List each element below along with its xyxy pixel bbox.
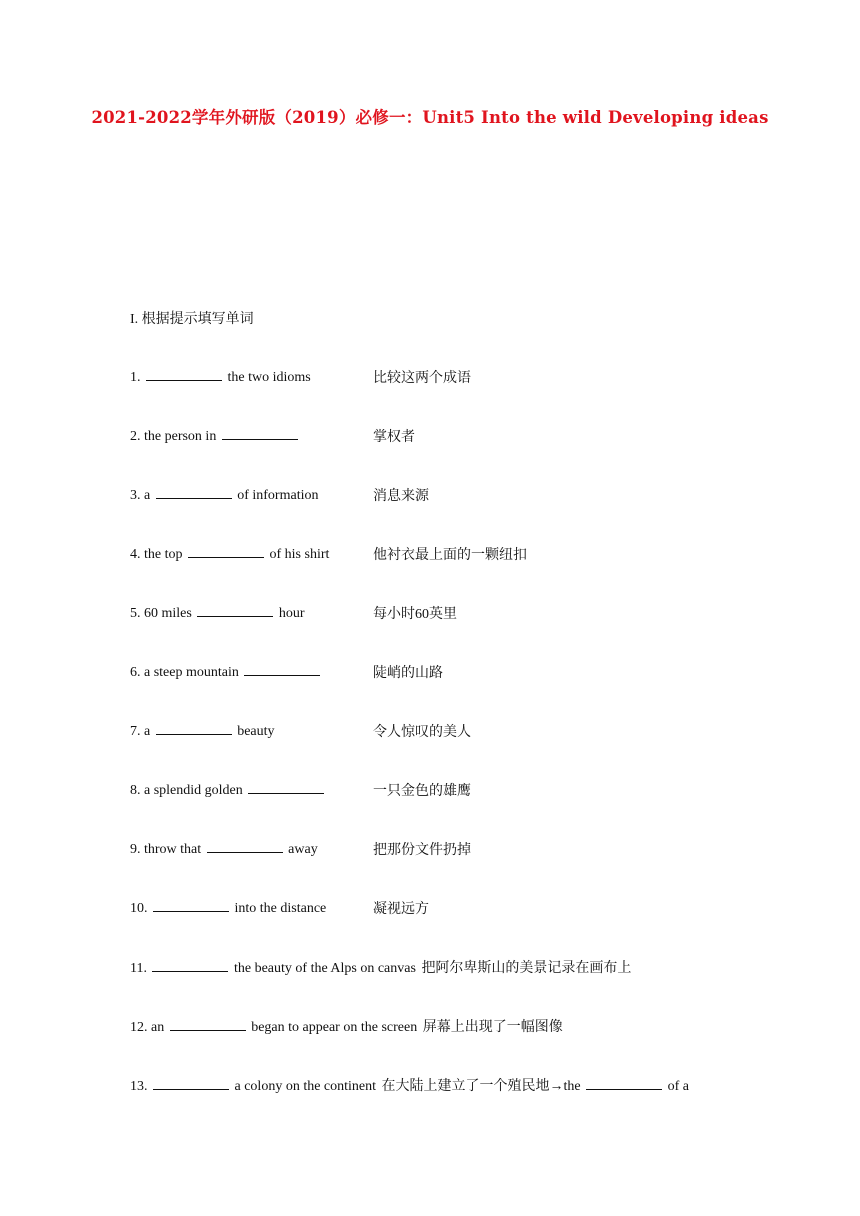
item-number: 12. xyxy=(130,1020,148,1035)
item-translation: 把阿尔卑斯山的美景记录在画布上 xyxy=(421,961,632,976)
item-text-after: of information xyxy=(237,488,319,503)
item-text-after: beauty xyxy=(237,724,275,739)
item-text-before: a steep mountain xyxy=(144,665,239,680)
item-number: 9. xyxy=(130,842,141,857)
item-translation: 把那份文件扔掉 xyxy=(373,843,471,858)
item-translation: 每小时60英里 xyxy=(373,607,457,622)
item-translation: 比较这两个成语 xyxy=(373,371,471,386)
answer-blank[interactable] xyxy=(153,898,229,912)
exercise-item-13 xyxy=(130,1075,689,1095)
item-number: 6. xyxy=(130,665,141,680)
item-text-before: throw that xyxy=(144,842,202,857)
answer-blank[interactable] xyxy=(188,544,264,558)
item-text-before: the top xyxy=(144,547,183,562)
item-text-after: began to appear on the screen xyxy=(251,1020,418,1035)
item-text-before: an xyxy=(151,1020,165,1035)
item-number: 4. xyxy=(130,547,141,562)
item-translation: 令人惊叹的美人 xyxy=(373,725,471,740)
answer-blank[interactable] xyxy=(153,1076,229,1090)
item-text-after: of his shirt xyxy=(269,547,330,562)
item-text-before: a xyxy=(144,488,151,503)
item-translation: 掌权者 xyxy=(373,430,415,445)
item-number: 3. xyxy=(130,488,141,503)
item-translation: 一只金色的雄鹰 xyxy=(373,784,471,799)
item-translation: 屏幕上出现了一幅图像 xyxy=(422,1020,563,1035)
answer-blank[interactable] xyxy=(156,485,232,499)
exercise-item-11 xyxy=(130,957,631,977)
answer-blank[interactable] xyxy=(207,839,283,853)
item-number: 10. xyxy=(130,901,148,916)
item-text-before: the person in xyxy=(144,429,217,444)
item-translation: 凝视远方 xyxy=(373,902,429,917)
answer-blank[interactable] xyxy=(586,1076,662,1090)
item-text-before: 60 miles xyxy=(144,606,192,621)
answer-blank[interactable] xyxy=(222,426,298,440)
item-text-tail: of a xyxy=(667,1079,690,1094)
exercise-item-12 xyxy=(130,1016,563,1036)
item-number: 11. xyxy=(130,961,147,976)
item-text-before: a splendid golden xyxy=(144,783,243,798)
item-number: 2. xyxy=(130,429,141,444)
answer-blank[interactable] xyxy=(170,1017,246,1031)
item-translation: 陡峭的山路 xyxy=(373,666,443,681)
answer-blank[interactable] xyxy=(146,367,222,381)
item-text-after: into the distance xyxy=(234,901,327,916)
answer-blank[interactable] xyxy=(244,662,320,676)
item-text-after: a colony on the continent xyxy=(234,1079,377,1094)
document-title: 2021-2022学年外研版（2019）必修一：Unit5 Into the wild Developing ideas xyxy=(91,108,769,127)
item-text-before: a xyxy=(144,724,151,739)
answer-blank[interactable] xyxy=(197,603,273,617)
item-number: 8. xyxy=(130,783,141,798)
item-text-after: hour xyxy=(278,606,305,621)
answer-blank[interactable] xyxy=(156,721,232,735)
item-number: 5. xyxy=(130,606,141,621)
item-translation: 在大陆上建立了一个殖民地→the xyxy=(381,1079,581,1094)
item-translation: 他衬衣最上面的一颗纽扣 xyxy=(373,548,527,563)
item-number: 13. xyxy=(130,1079,148,1094)
item-text-after: away xyxy=(288,842,318,857)
item-translation: 消息来源 xyxy=(373,489,429,504)
item-text-after: the two idioms xyxy=(227,370,311,385)
item-text-after: the beauty of the Alps on canvas xyxy=(233,961,416,976)
section-heading: I. 根据提示填写单词 xyxy=(130,312,254,327)
item-number: 7. xyxy=(130,724,141,739)
answer-blank[interactable] xyxy=(248,780,324,794)
item-number: 1. xyxy=(130,370,141,385)
answer-blank[interactable] xyxy=(152,958,228,972)
